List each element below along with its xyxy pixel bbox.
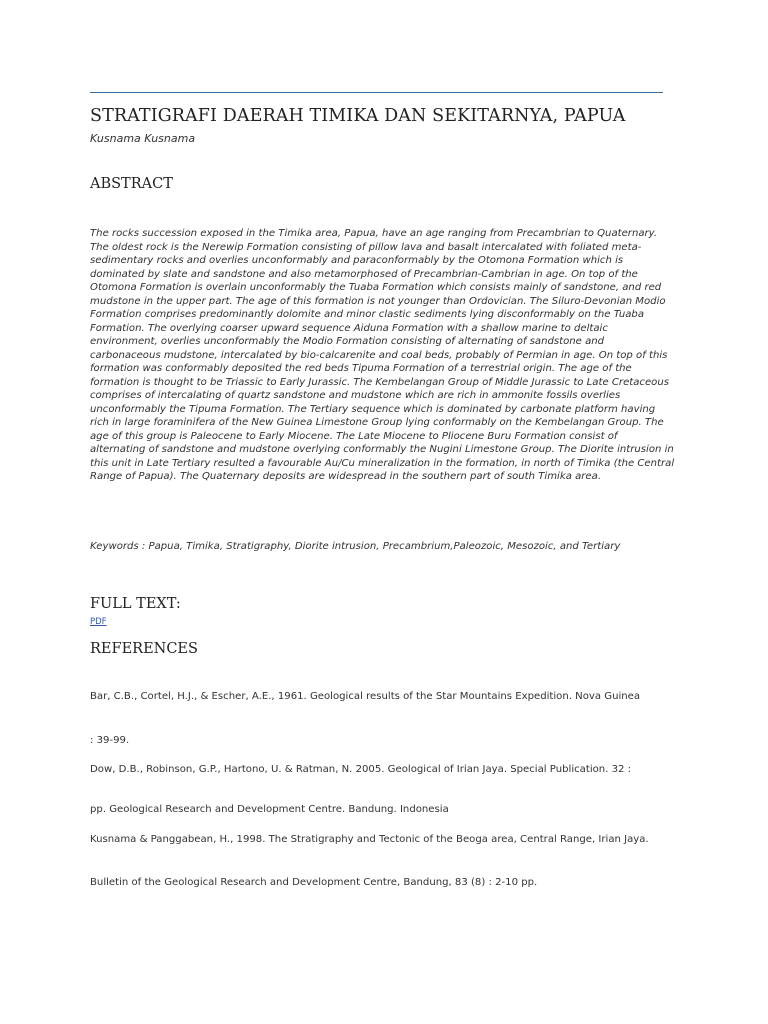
reference-item: pp. Geological Research and Development Centre. Bandung. Indonesia [90, 804, 449, 815]
article-title: STRATIGRAFI DAERAH TIMIKA DAN SEKITARNYA, PAPUA [90, 106, 626, 126]
reference-item: Bulletin of the Geological Research and Development Centre, Bandung, 83 (8) : 2-10 pp. [90, 877, 538, 888]
full-text-heading: FULL TEXT: [90, 596, 181, 612]
reference-item: Dow, D.B., Robinson, G.P., Hartono, U. & Ratman, N. 2005. Geological of Irian Jaya. Special Publication. 32 : [90, 764, 632, 775]
keywords: Keywords : Papua, Timika, Stratigraphy, Diorite intrusion, Precambrium,Paleozoic, Mesozoic, and Tertiary [90, 541, 621, 552]
header-divider [90, 92, 663, 93]
abstract-heading: ABSTRACT [90, 176, 173, 192]
article-author: Kusnama Kusnama [90, 132, 196, 145]
reference-item: Kusnama & Panggabean, H., 1998. The Stratigraphy and Tectonic of the Beoga area, Central Range, Irian Jaya. [90, 834, 649, 845]
references-heading: REFERENCES [90, 641, 198, 657]
reference-item: : 39-99. [90, 735, 130, 746]
reference-item: Bar, C.B., Cortel, H.J., & Escher, A.E., 1961. Geological results of the Star Mountains Expedition. Nova Guinea [90, 691, 641, 702]
abstract-text: The rocks succession exposed in the Timika area, Papua, have an age ranging from Precambrian to Quaternary. The oldest rock is the Nerewip Formation consisting of pillow lava and basalt intercalated with foliated meta-sedimentary rocks and overlies unconformably and paraconformably by the Otomona Formation which is dominated by slate and sandstone and also metamorphosed of Precambrian-Cambrian in age. On top of the Otomona Formation is overlain unconformably the Tuaba Formation which consists mainly of sandstone, and red mudstone in the upper part. The age of this formation is not younger than Ordovician. The Siluro-Devonian Modio Formation comprises predominantly dolomite and minor clastic sediments lying disconformably on the Tuaba Formation. The overlying coarser upward sequence Aiduna Formation with a shallow marine to deltaic environment, overlies unconformably the Modio Formation consisting of alternating of sandstone and carbonaceous mudstone, intercalated by bio-calcarenite and coal beds, probably of Permian in age. On top of this formation was conformably deposited the red beds Tipuma Formation of a terrestrial origin. The age of the formation is thought to be Triassic to Early Jurassic. The Kembelangan Group of Middle Jurassic to Late Cretaceous comprises of intercalating of quartz sandstone and mudstone which are rich in ammonite fossils overlies unconformably the Tipuma Formation. The Tertiary sequence which is dominated by carbonate platform having rich in large foraminifera of the New Guinea Limestone Group lying conformably on the Kembelangan Group. The age of this group is Paleocene to Early Miocene. The Late Miocene to Pliocene Buru Formation consist of alternating of sandstone and mudstone overlying conformably the Nugini Limestone Group. The Diorite intrusion in this unit in Late Tertiary resulted a favourable Au/Cu mineralization in the formation, in north of Timika (the Central Range of Papua). The Quaternary deposits are widespread in the southern part of south Timika area. [90, 228, 675, 482]
pdf-link[interactable]: PDF [90, 617, 107, 627]
